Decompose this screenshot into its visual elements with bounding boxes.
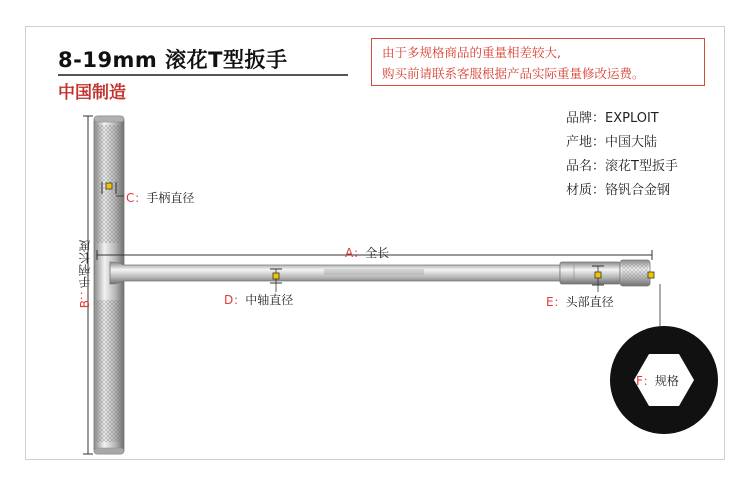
label-c-text: 手柄直径 <box>146 191 195 205</box>
label-b-text: 手柄长度 <box>78 240 92 288</box>
label-e-text: 头部直径 <box>565 295 614 309</box>
label-b <box>76 240 98 308</box>
spec-material: 材质：铬钒合金钢 <box>566 183 671 198</box>
spec-origin: 产地：中国大陆 <box>566 135 658 150</box>
handle-bar <box>94 116 124 454</box>
shaft-bar <box>110 262 560 284</box>
label-c <box>126 189 194 206</box>
label-f-key: F： <box>636 374 655 388</box>
label-a <box>345 244 389 261</box>
label-f-text: 规格 <box>654 374 679 388</box>
label-e <box>546 293 614 310</box>
label-a-text: 全长 <box>365 246 390 260</box>
notice-line-1: 由于多规格商品的重量相差较大, <box>382 45 561 60</box>
spec-brand: 品牌：EXPLOIT <box>566 111 659 126</box>
label-e-key: E： <box>546 295 566 309</box>
label-f <box>636 372 679 389</box>
label-d-text: 中轴直径 <box>245 293 294 307</box>
label-d <box>224 291 293 308</box>
spec-name: 品名：滚花T型扳手 <box>566 159 678 174</box>
label-a-key: A： <box>345 246 366 260</box>
label-b-key: B： <box>78 288 92 309</box>
label-c-key: C： <box>126 191 147 205</box>
socket-head <box>560 260 650 286</box>
made-in-label: 中国制造 <box>58 83 126 103</box>
notice-line-2: 购买前请联系客服根据产品实际重量修改运费。 <box>382 66 645 81</box>
page-title: 8-19mm 滚花T型扳手 <box>58 48 288 72</box>
label-d-key: D： <box>224 293 246 307</box>
